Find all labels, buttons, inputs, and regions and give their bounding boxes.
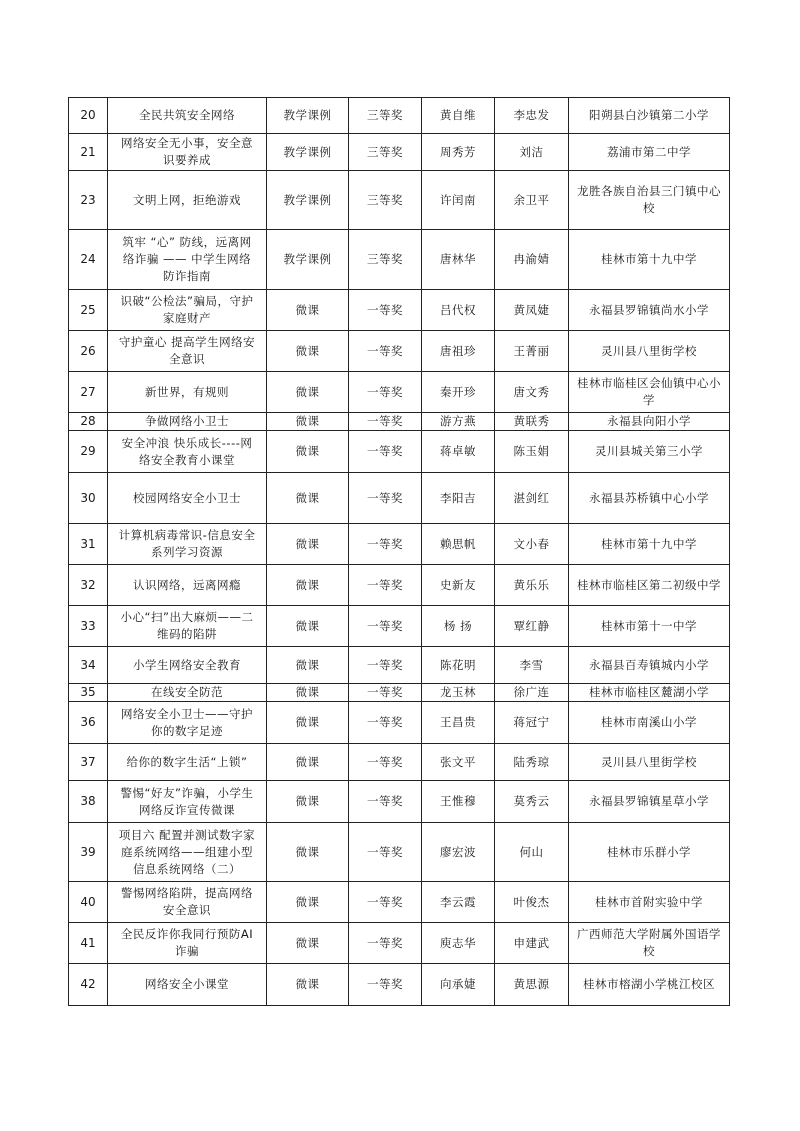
award-level-cell: 一等奖: [349, 413, 422, 431]
work-title-cell: 计算机病毒常识-信息安全系列学习资源: [108, 524, 267, 565]
teacher-name-cell: 申建武: [495, 923, 569, 964]
work-title-cell: 网络安全小卫士——守护你的数字足迹: [108, 702, 267, 744]
table-row: [69, 98, 730, 134]
school-name-cell: 桂林市首附实验中学: [569, 882, 730, 923]
school-name-cell: 永福县苏桥镇中心小学: [569, 473, 730, 524]
work-title-cell: 识破“公检法”骗局，守护家庭财产: [108, 290, 267, 331]
work-title-cell: 争做网络小卫士: [108, 413, 267, 431]
school-name-cell: 桂林市第十九中学: [569, 524, 730, 565]
author-name-cell: 龙玉林: [422, 684, 495, 702]
author-name-cell: 唐祖珍: [422, 331, 495, 372]
table-row: [69, 684, 730, 702]
category-cell: 微课: [267, 923, 349, 964]
table-row: [69, 781, 730, 823]
award-level-cell: 一等奖: [349, 290, 422, 331]
work-title-cell: 新世界，有规则: [108, 372, 267, 413]
school-name-cell: 桂林市临桂区麓湖小学: [569, 684, 730, 702]
category-cell: 微课: [267, 290, 349, 331]
table-row: [69, 524, 730, 565]
row-number-cell: 39: [69, 823, 108, 882]
teacher-name-cell: 文小春: [495, 524, 569, 565]
row-number-cell: 35: [69, 684, 108, 702]
category-cell: 微课: [267, 413, 349, 431]
work-title-cell: 校园网络安全小卫士: [108, 473, 267, 524]
school-name-cell: 桂林市第十九中学: [569, 230, 730, 290]
table-row: [69, 413, 730, 431]
author-name-cell: 庾志华: [422, 923, 495, 964]
row-number-cell: 25: [69, 290, 108, 331]
work-title-cell: 在线安全防范: [108, 684, 267, 702]
category-cell: 微课: [267, 744, 349, 781]
category-cell: 教学课例: [267, 171, 349, 230]
award-level-cell: 一等奖: [349, 372, 422, 413]
teacher-name-cell: 刘洁: [495, 134, 569, 171]
category-cell: 微课: [267, 647, 349, 684]
author-name-cell: 王昌贵: [422, 702, 495, 744]
table-row: [69, 331, 730, 372]
award-level-cell: 一等奖: [349, 647, 422, 684]
table-row: [69, 431, 730, 473]
row-number-cell: 20: [69, 98, 108, 134]
table-row: [69, 964, 730, 1006]
school-name-cell: 永福县百寿镇城内小学: [569, 647, 730, 684]
table-row: [69, 823, 730, 882]
work-title-cell: 给你的数字生活“上锁”: [108, 744, 267, 781]
teacher-name-cell: 李忠发: [495, 98, 569, 134]
award-level-cell: 三等奖: [349, 134, 422, 171]
table-row: [69, 702, 730, 744]
award-level-cell: 一等奖: [349, 431, 422, 473]
teacher-name-cell: 黄乐乐: [495, 565, 569, 606]
category-cell: 微课: [267, 702, 349, 744]
author-name-cell: 向承婕: [422, 964, 495, 1006]
work-title-cell: 小学生网络安全教育: [108, 647, 267, 684]
teacher-name-cell: 陈玉娟: [495, 431, 569, 473]
award-level-cell: 一等奖: [349, 923, 422, 964]
teacher-name-cell: 黄联秀: [495, 413, 569, 431]
teacher-name-cell: 莫秀云: [495, 781, 569, 823]
category-cell: 教学课例: [267, 98, 349, 134]
school-name-cell: 荔浦市第二中学: [569, 134, 730, 171]
category-cell: 微课: [267, 565, 349, 606]
category-cell: 教学课例: [267, 134, 349, 171]
row-number-cell: 33: [69, 606, 108, 647]
school-name-cell: 龙胜各族自治县三门镇中心校: [569, 171, 730, 230]
author-name-cell: 许闰南: [422, 171, 495, 230]
row-number-cell: 31: [69, 524, 108, 565]
author-name-cell: 李云霞: [422, 882, 495, 923]
school-name-cell: 灵川县城关第三小学: [569, 431, 730, 473]
row-number-cell: 34: [69, 647, 108, 684]
row-number-cell: 28: [69, 413, 108, 431]
table-row: [69, 882, 730, 923]
work-title-cell: 安全冲浪 快乐成长----网络安全教育小课堂: [108, 431, 267, 473]
school-name-cell: 永福县罗锦镇尚水小学: [569, 290, 730, 331]
work-title-cell: 小心“扫”出大麻烦——二维码的陷阱: [108, 606, 267, 647]
teacher-name-cell: 黄思源: [495, 964, 569, 1006]
teacher-name-cell: 湛剑红: [495, 473, 569, 524]
category-cell: 微课: [267, 372, 349, 413]
school-name-cell: 阳朔县白沙镇第二小学: [569, 98, 730, 134]
row-number-cell: 27: [69, 372, 108, 413]
teacher-name-cell: 黄凤婕: [495, 290, 569, 331]
work-title-cell: 文明上网，拒绝游戏: [108, 171, 267, 230]
row-number-cell: 40: [69, 882, 108, 923]
table-row: [69, 171, 730, 230]
award-level-cell: 一等奖: [349, 331, 422, 372]
author-name-cell: 赖思帆: [422, 524, 495, 565]
row-number-cell: 29: [69, 431, 108, 473]
work-title-cell: 筑牢 “心” 防线，远离网络诈骗 —— 中学生网络防诈指南: [108, 230, 267, 290]
author-name-cell: 李阳吉: [422, 473, 495, 524]
school-name-cell: 广西师范大学附属外国语学校: [569, 923, 730, 964]
school-name-cell: 桂林市临桂区会仙镇中心小学: [569, 372, 730, 413]
teacher-name-cell: 王菁丽: [495, 331, 569, 372]
award-level-cell: 一等奖: [349, 964, 422, 1006]
author-name-cell: 陈花明: [422, 647, 495, 684]
category-cell: 微课: [267, 331, 349, 372]
category-cell: 微课: [267, 882, 349, 923]
table-row: [69, 647, 730, 684]
work-title-cell: 认识网络，远离网瘾: [108, 565, 267, 606]
category-cell: 微课: [267, 781, 349, 823]
author-name-cell: 廖宏波: [422, 823, 495, 882]
row-number-cell: 41: [69, 923, 108, 964]
school-name-cell: 桂林市南溪山小学: [569, 702, 730, 744]
work-title-cell: 网络安全无小事，安全意识要养成: [108, 134, 267, 171]
award-level-cell: 一等奖: [349, 882, 422, 923]
table-row: [69, 134, 730, 171]
author-name-cell: 周秀芳: [422, 134, 495, 171]
category-cell: 教学课例: [267, 230, 349, 290]
author-name-cell: 王惟穆: [422, 781, 495, 823]
table-row: [69, 606, 730, 647]
work-title-cell: 警惕“好友”诈骗，小学生网络反诈宣传微课: [108, 781, 267, 823]
author-name-cell: 吕代权: [422, 290, 495, 331]
award-level-cell: 一等奖: [349, 565, 422, 606]
work-title-cell: 全民反诈你我同行预防AI诈骗: [108, 923, 267, 964]
category-cell: 微课: [267, 606, 349, 647]
school-name-cell: 桂林市乐群小学: [569, 823, 730, 882]
teacher-name-cell: 陆秀琼: [495, 744, 569, 781]
category-cell: 微课: [267, 524, 349, 565]
award-level-cell: 一等奖: [349, 823, 422, 882]
teacher-name-cell: 蒋冠宁: [495, 702, 569, 744]
row-number-cell: 32: [69, 565, 108, 606]
awards-table: [68, 97, 730, 1006]
category-cell: 微课: [267, 473, 349, 524]
school-name-cell: 桂林市临桂区第二初级中学: [569, 565, 730, 606]
row-number-cell: 21: [69, 134, 108, 171]
teacher-name-cell: 唐文秀: [495, 372, 569, 413]
award-level-cell: 三等奖: [349, 98, 422, 134]
award-level-cell: 一等奖: [349, 524, 422, 565]
award-level-cell: 一等奖: [349, 473, 422, 524]
school-name-cell: 永福县向阳小学: [569, 413, 730, 431]
award-level-cell: 一等奖: [349, 744, 422, 781]
teacher-name-cell: 覃红静: [495, 606, 569, 647]
table-row: [69, 230, 730, 290]
award-level-cell: 一等奖: [349, 781, 422, 823]
row-number-cell: 42: [69, 964, 108, 1006]
row-number-cell: 38: [69, 781, 108, 823]
school-name-cell: 桂林市榕湖小学桃江校区: [569, 964, 730, 1006]
work-title-cell: 网络安全小课堂: [108, 964, 267, 1006]
award-level-cell: 三等奖: [349, 171, 422, 230]
work-title-cell: 全民共筑安全网络: [108, 98, 267, 134]
author-name-cell: 张文平: [422, 744, 495, 781]
teacher-name-cell: 冉渝婧: [495, 230, 569, 290]
work-title-cell: 项目六 配置并测试数字家庭系统网络——组建小型信息系统网络（二）: [108, 823, 267, 882]
row-number-cell: 23: [69, 171, 108, 230]
table-row: [69, 372, 730, 413]
author-name-cell: 蒋卓敏: [422, 431, 495, 473]
teacher-name-cell: 叶俊杰: [495, 882, 569, 923]
teacher-name-cell: 李雪: [495, 647, 569, 684]
school-name-cell: 灵川县八里街学校: [569, 331, 730, 372]
category-cell: 微课: [267, 431, 349, 473]
author-name-cell: 游方燕: [422, 413, 495, 431]
category-cell: 微课: [267, 823, 349, 882]
row-number-cell: 30: [69, 473, 108, 524]
school-name-cell: 永福县罗锦镇星草小学: [569, 781, 730, 823]
author-name-cell: 黄自维: [422, 98, 495, 134]
author-name-cell: 杨 扬: [422, 606, 495, 647]
school-name-cell: 灵川县八里街学校: [569, 744, 730, 781]
work-title-cell: 守护童心 提高学生网络安全意识: [108, 331, 267, 372]
author-name-cell: 唐林华: [422, 230, 495, 290]
teacher-name-cell: 余卫平: [495, 171, 569, 230]
award-level-cell: 一等奖: [349, 702, 422, 744]
category-cell: 微课: [267, 684, 349, 702]
school-name-cell: 桂林市第十一中学: [569, 606, 730, 647]
table-row: [69, 923, 730, 964]
author-name-cell: 秦开珍: [422, 372, 495, 413]
row-number-cell: 37: [69, 744, 108, 781]
teacher-name-cell: 何山: [495, 823, 569, 882]
table-row: [69, 290, 730, 331]
award-level-cell: 三等奖: [349, 230, 422, 290]
table-row: [69, 473, 730, 524]
row-number-cell: 24: [69, 230, 108, 290]
teacher-name-cell: 徐广连: [495, 684, 569, 702]
award-level-cell: 一等奖: [349, 606, 422, 647]
table-row: [69, 744, 730, 781]
author-name-cell: 史新友: [422, 565, 495, 606]
row-number-cell: 26: [69, 331, 108, 372]
award-level-cell: 一等奖: [349, 684, 422, 702]
row-number-cell: 36: [69, 702, 108, 744]
category-cell: 微课: [267, 964, 349, 1006]
work-title-cell: 警惕网络陷阱，提高网络安全意识: [108, 882, 267, 923]
table-row: [69, 565, 730, 606]
